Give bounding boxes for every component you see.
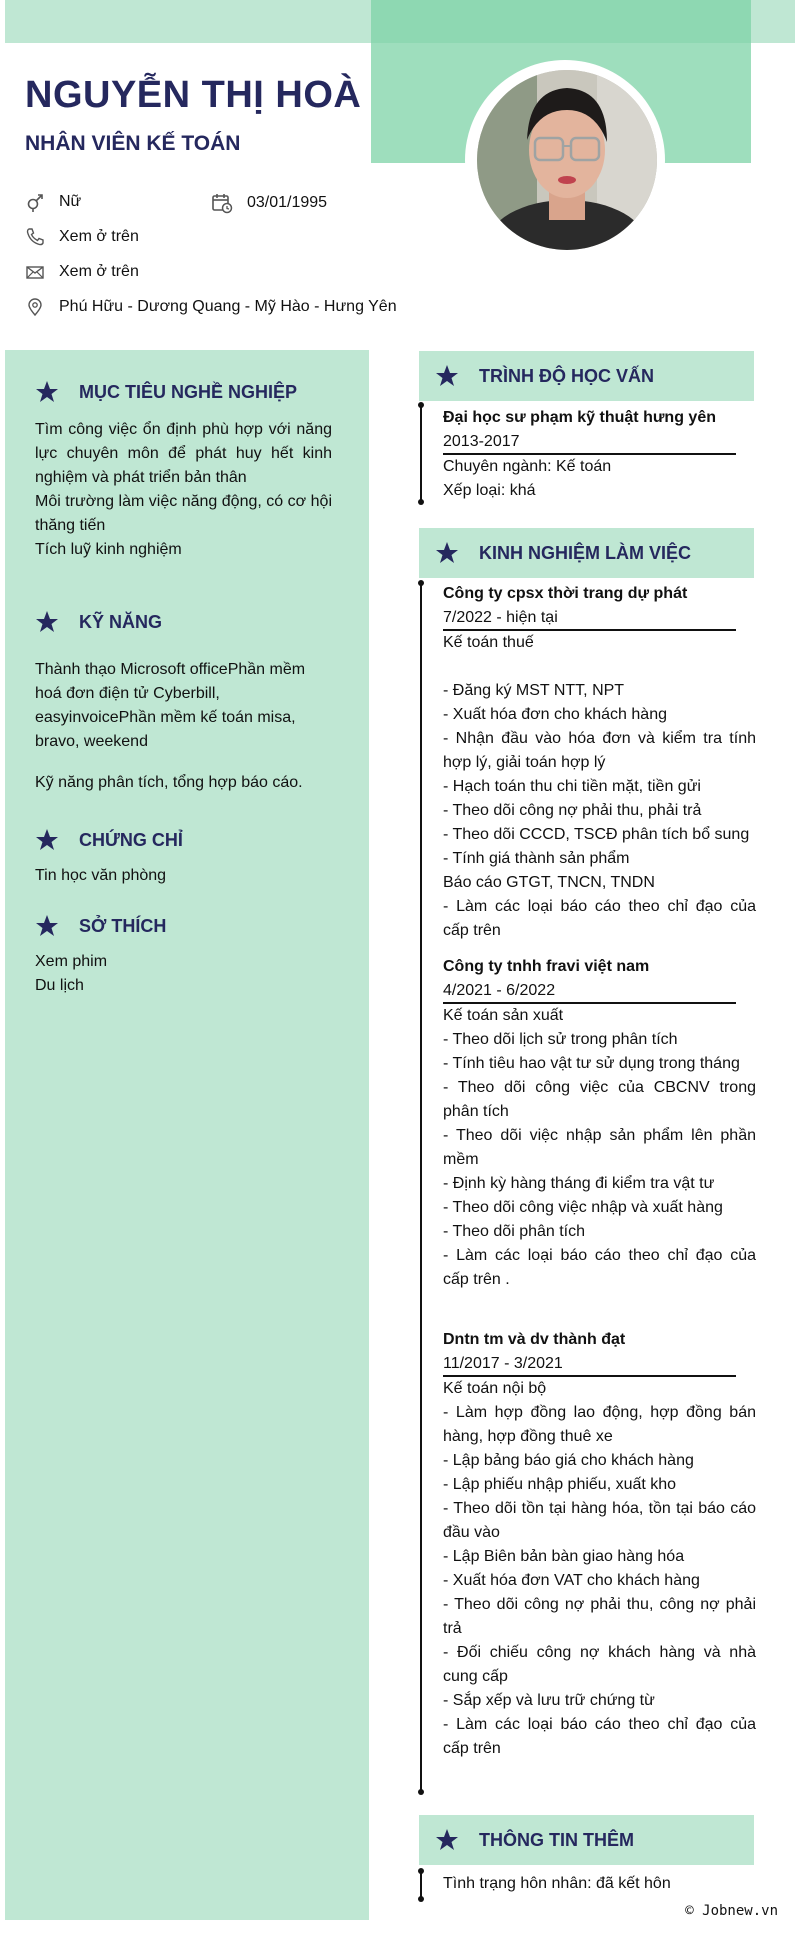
job-line: - Đăng ký MST NTT, NPT — [443, 682, 625, 699]
job-line: - Đối chiếu công nợ khách hàng và nhà cung cấp — [443, 1644, 756, 1685]
additional-heading — [435, 1828, 634, 1852]
address-value: Phú Hữu - Dương Quang - Mỹ Hào - Hưng Yên — [59, 298, 397, 315]
email-row — [25, 262, 139, 282]
left-column — [5, 350, 369, 1920]
job-line: - Theo dõi việc nhập sản phẩm lên phần mềm — [443, 1127, 756, 1168]
star-icon — [435, 1828, 459, 1852]
job-line: - Theo dõi công nợ phải thu, công nợ phải trả — [443, 1596, 756, 1637]
hobby-item: Xem phim — [35, 953, 108, 970]
education-period: 2013-2017 — [443, 433, 520, 450]
skills-paragraph: Thành thạo Microsoft officePhần mềm hoá đơn điện tử Cyberbill, easyinvoicePhần mềm kế toán misa, bravo, weekend — [35, 661, 306, 750]
job-company: Công ty tnhh fravi việt nam — [443, 958, 650, 975]
star-icon — [435, 364, 459, 388]
job-line: Kế toán nội bộ — [443, 1380, 547, 1397]
education-rank: Xếp loại: khá — [443, 482, 536, 499]
birthday-value: 03/01/1995 — [247, 194, 328, 211]
job-line: Báo cáo GTGT, TNCN, TNDN — [443, 874, 655, 891]
certificates-title: CHỨNG CHỈ — [79, 829, 183, 850]
job-period: 4/2021 - 6/2022 — [443, 982, 556, 999]
email-value: Xem ở trên — [59, 263, 139, 280]
phone-row — [25, 227, 139, 247]
job-line: - Theo dõi công việc của CBCNV trong phân tích — [443, 1079, 756, 1120]
job-line: Kế toán thuế — [443, 634, 534, 651]
education-timeline — [420, 404, 422, 503]
star-icon — [35, 914, 59, 938]
additional-title: THÔNG TIN THÊM — [479, 1829, 634, 1850]
phone-value: Xem ở trên — [59, 228, 139, 245]
job-company: Dntn tm và dv thành đạt — [443, 1331, 626, 1348]
objective-line: Tích luỹ kinh nghiệm — [35, 541, 182, 558]
job-line: - Theo dõi phân tích — [443, 1223, 586, 1240]
timeline-dot — [418, 402, 424, 408]
objective-heading — [35, 380, 297, 404]
star-icon — [35, 610, 59, 634]
marital-status: Tình trạng hôn nhân: đã kết hôn — [443, 1875, 671, 1892]
candidate-name: NGUYỄN THỊ HOÀ — [25, 74, 362, 116]
job-line: - Xuất hóa đơn VAT cho khách hàng — [443, 1572, 700, 1589]
job-line: - Hạch toán thu chi tiền mặt, tiền gửi — [443, 778, 701, 795]
education-heading — [435, 364, 654, 388]
objective-title: MỤC TIÊU NGHỀ NGHIỆP — [79, 381, 298, 402]
job-line: - Định kỳ hàng tháng đi kiểm tra vật tư — [443, 1175, 715, 1192]
education-school: Đại học sư phạm kỹ thuật hưng yên — [443, 409, 716, 426]
job-line: - Sắp xếp và lưu trữ chứng từ — [443, 1692, 655, 1709]
hobbies-heading — [35, 914, 166, 938]
education-major: Chuyên ngành: Kế toán — [443, 458, 612, 475]
hobby-item: Du lịch — [35, 977, 84, 994]
star-icon — [35, 380, 59, 404]
job-line: - Theo dõi tồn tại hàng hóa, tồn tại báo cáo đầu vào — [443, 1500, 756, 1541]
objective-body — [35, 418, 332, 562]
job-line: - Xuất hóa đơn cho khách hàng — [443, 706, 667, 723]
timeline-dot — [418, 1789, 424, 1795]
job-line: - Nhận đầu vào hóa đơn và kiểm tra tính hợp lý, giải toán hợp lý — [443, 730, 756, 771]
job-line: - Theo dõi công nợ phải thu, phải trả — [443, 802, 702, 819]
job-line: - Theo dõi công việc nhập và xuất hàng — [443, 1199, 723, 1216]
gender-row — [25, 192, 81, 212]
job-company: Công ty cpsx thời trang dự phát — [443, 585, 688, 602]
timeline-dot — [418, 580, 424, 586]
calendar-icon — [211, 192, 233, 214]
hobbies-list — [35, 950, 107, 998]
certificates-heading — [35, 828, 183, 852]
job-description — [443, 1004, 756, 1292]
job-line: - Làm các loại báo cáo theo chỉ đạo của cấp trên — [443, 1716, 756, 1757]
certificates-text: Tin học văn phòng — [35, 867, 167, 884]
email-icon — [25, 262, 45, 282]
skills-title: KỸ NĂNG — [79, 611, 163, 632]
job-line: - Lập Biên bản bàn giao hàng hóa — [443, 1548, 685, 1565]
job-line — [443, 655, 756, 679]
job-line: - Theo dõi CCCD, TSCĐ phân tích bổ sung — [443, 826, 750, 843]
avatar — [477, 70, 657, 250]
address-row — [25, 297, 397, 317]
star-icon — [435, 541, 459, 565]
location-pin-icon — [25, 297, 45, 317]
job-line: - Làm các loại báo cáo theo chỉ đạo của cấp trên — [443, 898, 756, 939]
birthday-row — [211, 192, 327, 214]
education-header — [419, 351, 754, 401]
hobbies-title: SỞ THÍCH — [79, 915, 167, 936]
timeline-dot — [418, 1868, 424, 1874]
experience-header — [419, 528, 754, 578]
phone-icon — [25, 227, 45, 247]
job-title: NHÂN VIÊN KẾ TOÁN — [25, 132, 241, 155]
job-line: - Tính giá thành sản phẩm — [443, 850, 630, 867]
gender-value: Nữ — [59, 193, 82, 210]
job-line: - Lập phiếu nhập phiếu, xuất kho — [443, 1476, 677, 1493]
timeline-dot — [418, 499, 424, 505]
additional-header — [419, 1815, 754, 1865]
star-icon — [35, 828, 59, 852]
job-period: 11/2017 - 3/2021 — [443, 1355, 563, 1372]
timeline-dot — [418, 1896, 424, 1902]
job-period: 7/2022 - hiện tại — [443, 609, 558, 626]
experience-title: KINH NGHIỆM LÀM VIỆC — [479, 542, 692, 563]
footer-credit: © Jobnew.vn — [685, 1903, 778, 1919]
gender-icon — [25, 192, 45, 212]
job-line: - Lập bảng báo giá cho khách hàng — [443, 1452, 694, 1469]
job-description — [443, 631, 756, 943]
job-description — [443, 1377, 756, 1761]
skills-paragraph: Kỹ năng phân tích, tổng hợp báo cáo. — [35, 774, 303, 791]
job-line: - Làm các loại báo cáo theo chỉ đạo của cấp trên . — [443, 1247, 756, 1288]
education-title: TRÌNH ĐỘ HỌC VẤN — [479, 365, 654, 386]
job-line: - Làm hợp đồng lao động, hợp đồng bán hàng, hợp đồng thuê xe — [443, 1404, 756, 1445]
experience-heading — [435, 541, 691, 565]
objective-line: Tìm công việc ổn định phù hợp với năng lực chuyên môn để phát huy hết kinh nghiệm và phát triển bản thân — [35, 421, 332, 486]
skills-heading — [35, 610, 162, 634]
job-line: - Tính tiêu hao vật tư sử dụng trong tháng — [443, 1055, 740, 1072]
objective-line: Môi trường làm việc năng động, có cơ hội thăng tiến — [35, 493, 332, 534]
experience-timeline — [420, 582, 422, 1793]
job-line: Kế toán sản xuất — [443, 1007, 564, 1024]
job-line: - Theo dõi lịch sử trong phân tích — [443, 1031, 678, 1048]
